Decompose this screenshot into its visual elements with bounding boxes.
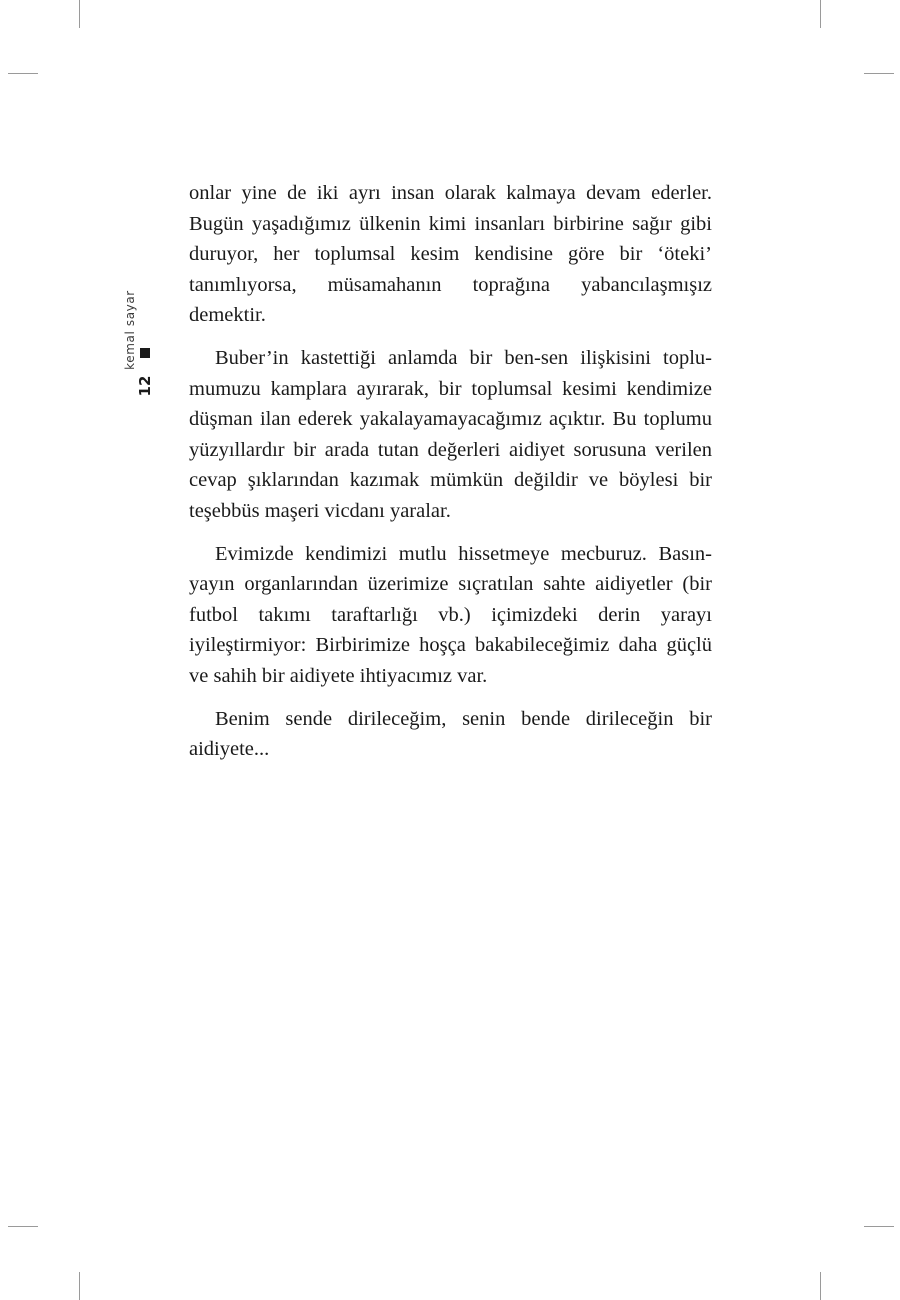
crop-mark-right-upper xyxy=(864,73,894,74)
paragraph: Evimizde kendimizi mutlu hissetmeye mecburuz. Basınyayın organlarından üzerimize sıçratılan sahte aidiyetler (bir futbol takımı taraftarlığı vb.) içimizdeki derin yarayı iyileştirmiyor: Birbirimize hoşça bakabileceğimiz daha güçlü ve sahih bir aidiyete ihtiyacımız var. xyxy=(189,542,712,687)
crop-mark-top-right xyxy=(820,0,821,28)
crop-mark-left-lower xyxy=(8,1226,38,1227)
paragraph: Benim sende dirileceğim, senin bende dirileceğin bir aidiyete... xyxy=(189,707,712,761)
paragraph: onlar yine de iki ayrı insan olarak kalmaya devam ederler. Bugün yaşadığımız ülkenin kimi insanları birbirine sağır gibi duruyor, her toplumsal kesim kendisine göre bir ‘öteki’ tanımlıyorsa, müsamahanın toprağına yabancılaşmışız demektir. xyxy=(189,182,712,327)
crop-mark-right-lower xyxy=(864,1226,894,1227)
crop-mark-bottom-right xyxy=(820,1272,821,1300)
paragraph: Buber’in kastettiği anlamda bir ben-sen ilişkisini toplumumuzu kamplara ayırarak, bir toplumsal kesimi kendimize düşman ilan ederek yakalayamayacağımız açıktır. Bu toplumu yüzyıllardır bir arada tutan değerleri aidiyet sorusuna verilen cevap şıklarından kazımak mümkün değildir ve böylesi bir teşebbüs maşeri vicdanı yaralar. xyxy=(189,346,712,522)
running-head-author: kemal sayar xyxy=(123,290,137,370)
body-text xyxy=(189,178,712,777)
crop-mark-left-upper xyxy=(8,73,38,74)
running-head-bar xyxy=(140,348,150,358)
crop-mark-top-left xyxy=(79,0,80,28)
page-number: 12 xyxy=(136,375,154,397)
crop-mark-bottom-left xyxy=(79,1272,80,1300)
